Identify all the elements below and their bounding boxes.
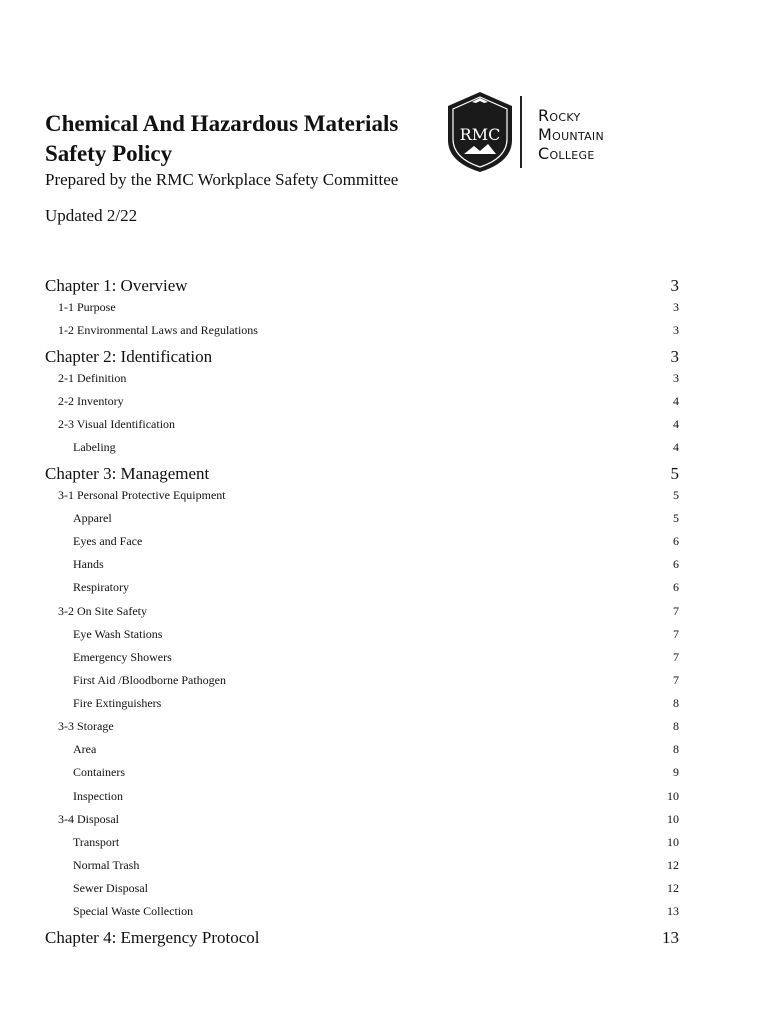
toc-entry-page-number: 9 — [673, 765, 679, 779]
toc-entry-page-number: 5 — [670, 464, 679, 483]
toc-entry-label: Containers — [73, 765, 125, 779]
toc-entry-page-number: 6 — [673, 580, 679, 594]
toc-entry-label: 3-4 Disposal — [58, 812, 119, 826]
prepared-by-line: Prepared by the RMC Workplace Safety Committee — [45, 170, 399, 189]
toc-entry-page-number: 8 — [673, 742, 679, 756]
toc-entry-page-number: 10 — [667, 789, 679, 803]
toc-entry-page-number: 7 — [673, 604, 679, 618]
toc-entry-label: 2-3 Visual Identification — [58, 417, 176, 431]
toc-entry-label: Eyes and Face — [73, 534, 143, 548]
toc-entry-label: Fire Extinguishers — [73, 696, 162, 710]
toc-entry-page-number: 3 — [673, 300, 679, 314]
toc-entry-label: Normal Trash — [73, 858, 140, 872]
toc-entry-label: Emergency Showers — [73, 650, 172, 664]
toc-entry-page-number: 7 — [673, 673, 679, 687]
logo-line-2: Mountain — [538, 125, 605, 144]
logo-line-1: Rocky — [538, 106, 581, 125]
toc-entry-label: Respiratory — [73, 580, 129, 594]
toc-entry-label: Area — [73, 742, 97, 756]
toc-entry-page-number: 10 — [667, 835, 679, 849]
toc-entry-label: 1-2 Environmental Laws and Regulations — [58, 323, 258, 337]
toc-entry-page-number: 6 — [673, 534, 679, 548]
toc-entry-page-number: 4 — [673, 394, 679, 408]
toc-entry-label: 2-1 Definition — [58, 371, 127, 385]
toc-entry-label: Sewer Disposal — [73, 881, 148, 895]
toc-entry-label: 1-1 Purpose — [58, 300, 116, 314]
toc-entry-page-number: 5 — [673, 488, 679, 502]
toc-entry-page-number: 13 — [662, 928, 679, 947]
toc-entry-page-number: 3 — [673, 323, 679, 337]
toc-entry-label: Inspection — [73, 789, 123, 803]
toc-entry-label: 2-2 Inventory — [58, 394, 124, 408]
toc-entry-page-number: 12 — [667, 858, 679, 872]
toc-entry-page-number: 3 — [673, 371, 679, 385]
toc-entry-page-number: 4 — [673, 417, 679, 431]
toc-entry-label: Special Waste Collection — [73, 904, 194, 918]
toc-entry-label: Labeling — [73, 440, 116, 454]
toc-entry-label: Eye Wash Stations — [73, 627, 163, 641]
toc-entry-label: Chapter 1: Overview — [45, 276, 188, 295]
logo-badge-text: RMC — [459, 125, 501, 144]
toc-entry-label: 3-2 On Site Safety — [58, 604, 147, 618]
toc-entry-page-number: 13 — [667, 904, 679, 918]
toc-entry-page-number: 8 — [673, 696, 679, 710]
toc-entry-page-number: 7 — [673, 650, 679, 664]
toc-entry-label: Chapter 3: Management — [45, 464, 210, 483]
document-title: Chemical And Hazardous Materials Safety Policy — [45, 111, 399, 166]
toc-entry-page-number: 3 — [670, 276, 679, 295]
toc-entry-label: Chapter 4: Emergency Protocol — [45, 928, 260, 947]
toc-entry-page-number: 4 — [673, 440, 679, 454]
toc-entry-page-number: 8 — [673, 719, 679, 733]
toc-entry-page-number: 3 — [670, 347, 679, 366]
toc-entry-label: First Aid /Bloodborne Pathogen — [73, 673, 226, 687]
toc-entry-page-number: 5 — [673, 511, 679, 525]
toc-entry-label: Hands — [73, 557, 104, 571]
toc-entry-page-number: 12 — [667, 881, 679, 895]
toc-entry-label: Transport — [73, 835, 120, 849]
toc-entry-label: Apparel — [73, 511, 112, 525]
toc-entry-page-number: 6 — [673, 557, 679, 571]
toc-entry-page-number: 10 — [667, 812, 679, 826]
toc-entry-label: Chapter 2: Identification — [45, 347, 213, 366]
toc-entry-page-number: 7 — [673, 627, 679, 641]
updated-date: Updated 2/22 — [45, 206, 138, 225]
toc-entry-label: 3-3 Storage — [58, 719, 114, 733]
logo-line-3: College — [538, 144, 595, 163]
toc-entry-label: 3-1 Personal Protective Equipment — [58, 488, 226, 502]
